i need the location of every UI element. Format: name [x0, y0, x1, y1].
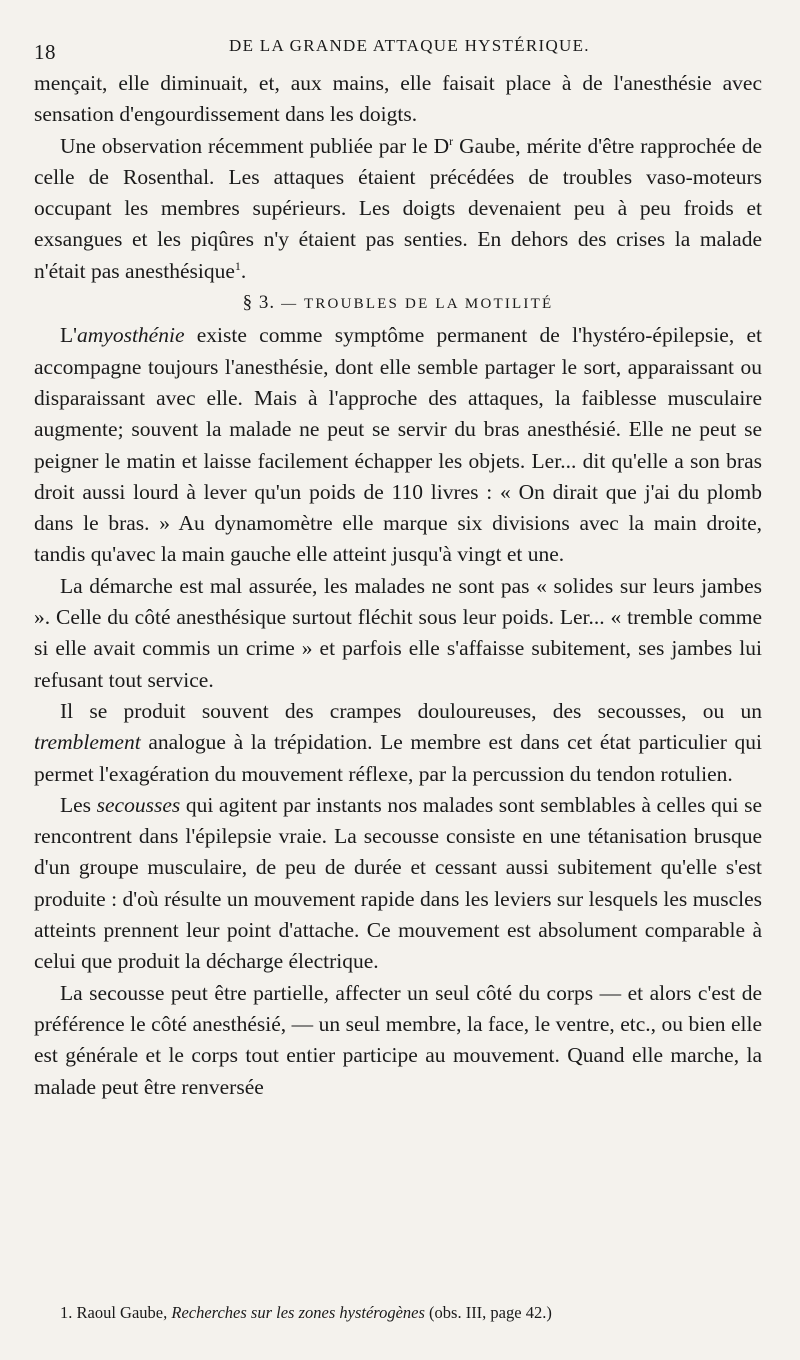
section-title: — TROUBLES DE LA MOTILITÉ	[281, 296, 554, 313]
paragraph-text: Gaube, mérite d'être rapprochée de celle de Rosenthal. Les attaques étaient précédées de troubles vaso-moteurs occupant les membres supérieurs. Les doigts devenaient peu à peu froids et exsangues et les piqûres n'y étaient pas senties. En dehors des crises la malade n'était pas anesthésique	[34, 133, 763, 283]
footnote-author: Raoul Gaube,	[72, 1303, 172, 1322]
paragraph-gaube	[34, 131, 762, 287]
running-title: DE LA GRANDE ATTAQUE HYSTÉRIQUE.	[229, 36, 590, 55]
footnote-reference: (obs. III, page 42.)	[424, 1303, 552, 1322]
paragraph-text: La démarche est mal assurée, les malades ne sont pas « solides sur leurs jambes ». Celle du côté anesthésique surtout fléchit sous leur poids. Ler... « tremble comme si elle avait commis un crime » et parfois elle s'affaisse subitement, ses jambes lui refusant tout service.	[34, 573, 762, 692]
paragraph-amyosthenie	[34, 320, 762, 570]
section-heading	[34, 287, 762, 320]
paragraph-text: qui agitent par instants nos malades sont semblables à celles qui se rencontrent dans l'épilepsie vraie. La secousse consiste en une tétanisation brusque d'un groupe musculaire, de peu de durée et cessant aussi subitement qu'elle s'est produite : d'où résulte un mouvement rapide dans les leviers sur lesquels les muscles atteints prennent leur point d'attache. Ce mouvement est absolument comparable à celui que produit la décharge électrique.	[34, 792, 762, 974]
paragraph-secousses	[34, 790, 762, 978]
body-text	[34, 68, 762, 1103]
running-head	[34, 28, 762, 64]
page-number: 18	[34, 40, 56, 64]
paragraph-text: Une observation récemment publiée par le D	[60, 133, 450, 158]
section-number: § 3.	[242, 292, 276, 314]
paragraph-crampes	[34, 696, 762, 790]
paragraph-text: analogue à la trépidation. Le membre est dans cet état particulier qui permet l'exagération du mouvement réflexe, par la percussion du tendon rotulien.	[34, 730, 762, 786]
paragraph-demarche	[34, 571, 762, 696]
paragraph-text: La secousse peut être partielle, affecter un seul côté du corps — et alors c'est de préférence le côté anesthésié, — un seul membre, la face, le ventre, etc., ou bien elle est générale et le corps tout entier participe au mouvement. Quand elle marche, la malade peut être renversée	[34, 980, 762, 1099]
paragraph-text: existe comme symptôme permanent de l'hystéro-épilepsie, et accompagne toujours l'anesthésie, dont elle semble partager le sort, apparaissant ou disparaissant avec elle. Mais à l'approche des attaques, la faiblesse musculaire augmente; souvent la malade ne peut se servir du bras anesthésié. Elle ne peut se peigner le matin et laisse facilement échapper les objets. Ler... dit qu'elle a son bras droit aussi lourd à lever qu'un poids de 110 livres : « On dirait que j'ai du plomb dans le bras. » Au dynamomètre elle marque six divisions avec la main droite, tandis qu'avec la main gauche elle atteint jusqu'à vingt et une.	[34, 323, 762, 567]
superscript-dr: r	[449, 133, 454, 148]
italic-term: tremblement	[34, 730, 141, 755]
footnote	[60, 1302, 762, 1324]
footnote-marker: 1	[234, 258, 241, 273]
italic-term: amyosthénie	[77, 323, 185, 348]
footnote-number: 1.	[60, 1303, 73, 1322]
paragraph-text: .	[240, 258, 247, 283]
paragraph-text: L'	[60, 323, 78, 348]
paragraph-continuation	[34, 68, 762, 131]
paragraph-secousse-partielle	[34, 978, 762, 1103]
footnote-title: Recherches sur les zones hystérogènes	[171, 1303, 425, 1322]
italic-term: secousses	[96, 792, 181, 817]
paragraph-text: mençait, elle diminuait, et, aux mains, elle faisait place à de l'anesthésie avec sensation d'engourdissement dans les doigts.	[34, 71, 762, 127]
paragraph-text: Il se produit souvent des crampes douloureuses, des secousses, ou un	[60, 698, 762, 723]
paragraph-text: Les	[60, 792, 97, 817]
